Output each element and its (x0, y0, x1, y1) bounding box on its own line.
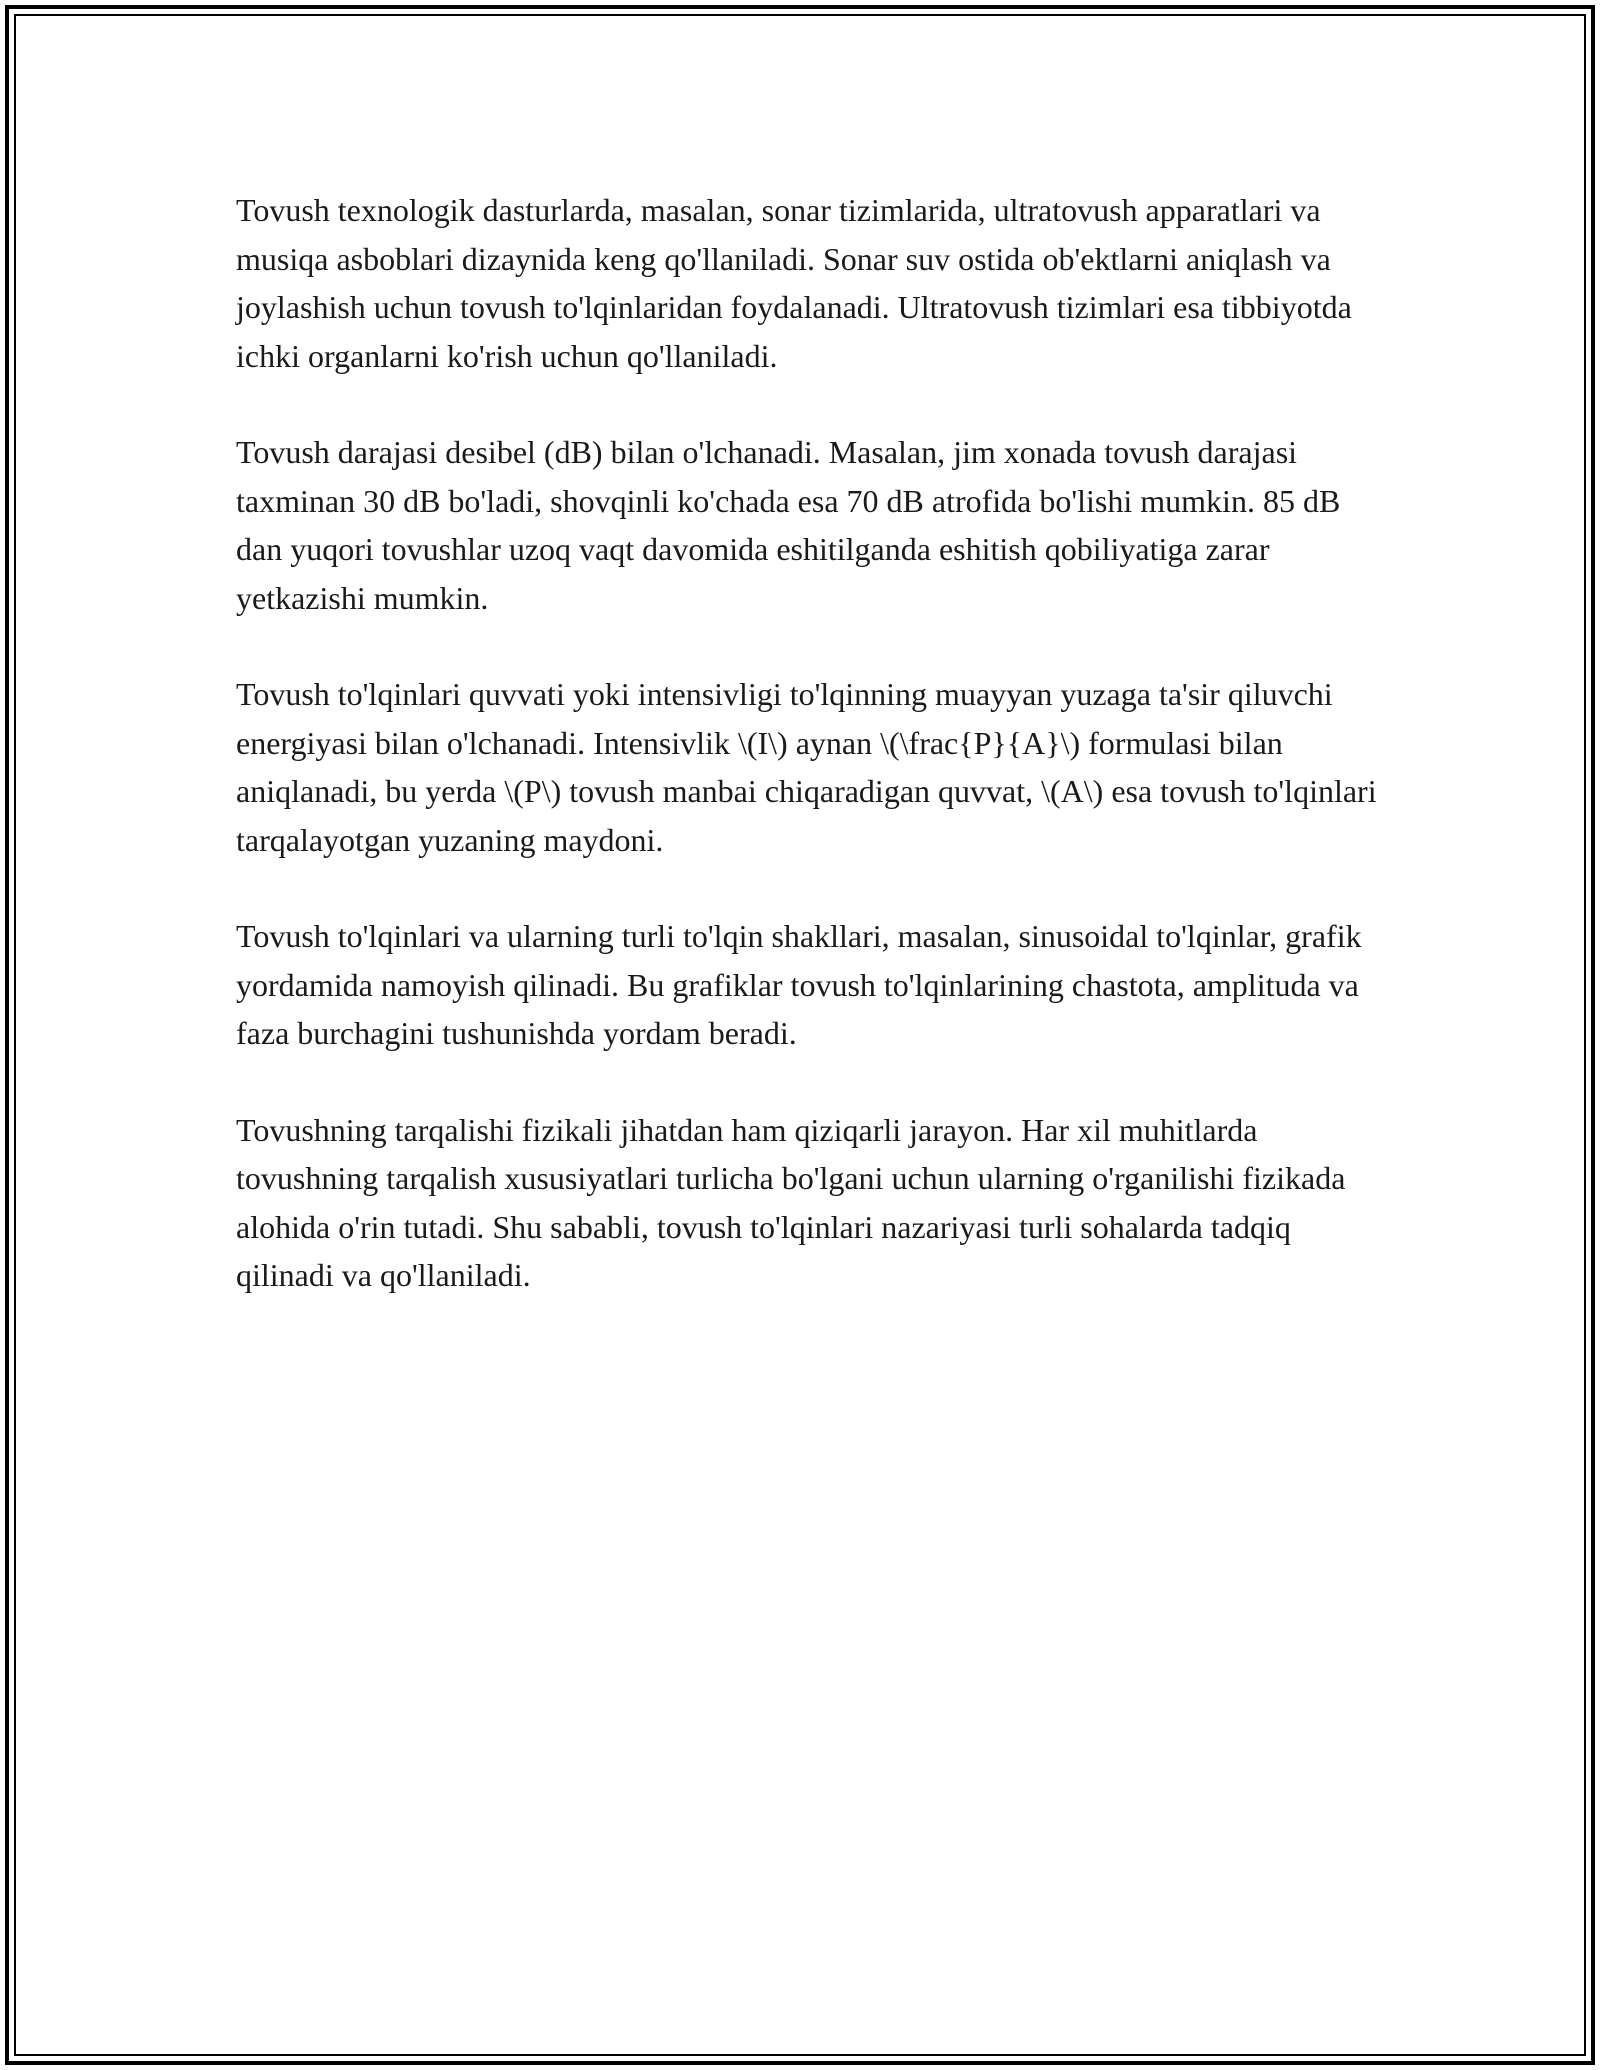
paragraph-propagation: Tovushning tarqalishi fizikali jihatdan ham qiziqarli jarayon. Har xil muhitlarda tovushning tarqalish xususiyatlari turlicha bo'lgani uchun ularning o'rganilishi fizikada alohida o'rin tutadi. Shu sababli, tovush to'lqinlari nazariyasi turli sohalarda tadqiq qilinadi va qo'llaniladi. (236, 1111, 1346, 1293)
paragraph-waveforms: Tovush to'lqinlari va ularning turli to'lqin shakllari, masalan, sinusoidal to'lqinlar, grafik yordamida namoyish qilinadi. Bu grafiklar tovush to'lqinlarining chastota, amplituda va faza burchagini tushunishda yordam beradi. (236, 918, 1362, 1051)
document-body (236, 186, 1386, 1348)
paragraph-sound-applications: Tovush texnologik dasturlarda, masalan, sonar tizimlarida, ultratovush apparatlari va musiqa asboblari dizaynida keng qo'llaniladi. Sonar suv ostida ob'ektlarni aniqlash va joylashish uchun tovush to'lqinlaridan foydalanadi. Ultratovush tizimlari esa tibbiyotda ichki organlarni ko'rish uchun qo'llaniladi. (236, 192, 1352, 374)
paragraph-decibel-levels: Tovush darajasi desibel (dB) bilan o'lchanadi. Masalan, jim xonada tovush darajasi taxminan 30 dB bo'ladi, shovqinli ko'chada esa 70 dB atrofida bo'lishi mumkin. 85 dB dan yuqori tovushlar uzoq vaqt davomida eshitilganda eshitish qobiliyatiga zarar yetkazishi mumkin. (236, 434, 1341, 616)
paragraph-intensity: Tovush to'lqinlari quvvati yoki intensivligi to'lqinning muayyan yuzaga ta'sir qiluvchi energiyasi bilan o'lchanadi. Intensivlik \(I\) aynan \(\frac{P}{A}\) formulasi bilan aniqlanadi, bu yerda \(P\) tovush manbai chiqaradigan quvvat, \(A\) esa tovush to'lqinlari tarqalayotgan yuzaning maydoni. (236, 676, 1377, 858)
